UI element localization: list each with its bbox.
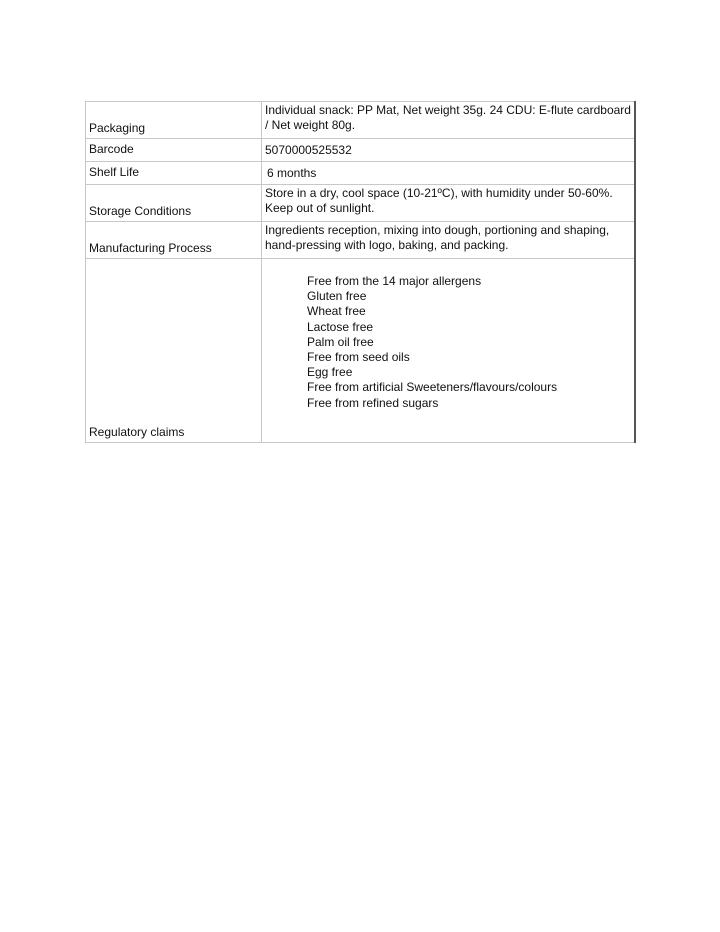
product-spec-table xyxy=(85,101,636,443)
table-row xyxy=(86,185,636,222)
manufacturing-process-label: Manufacturing Process xyxy=(86,222,262,259)
shelf-life-value xyxy=(262,162,636,185)
shelf-life-text: 6 months xyxy=(267,165,317,180)
list-item: Gluten free xyxy=(307,289,367,304)
claims-list xyxy=(265,274,631,411)
packaging-label: Packaging xyxy=(86,102,262,139)
table-row xyxy=(86,259,636,443)
table-row xyxy=(86,139,636,162)
table-row xyxy=(86,102,636,139)
packaging-value: Individual snack: PP Mat, Net weight 35g. 24 CDU: E-flute cardboard / Net weight 80g. xyxy=(262,102,636,139)
storage-value: Store in a dry, cool space (10-21ºC), with humidity under 50-60%. Keep out of sunlight. xyxy=(262,185,636,222)
barcode-label: Barcode xyxy=(86,139,262,162)
manufacturing-process-value: Ingredients reception, mixing into dough, portioning and shaping, hand-pressing with logo, baking, and packing. xyxy=(262,222,636,259)
barcode-value: 5070000525532 xyxy=(262,139,636,162)
list-item: Palm oil free xyxy=(307,334,374,349)
shelf-life-label: Shelf Life xyxy=(86,162,262,185)
list-item: Free from refined sugars xyxy=(307,395,439,410)
storage-label: Storage Conditions xyxy=(86,185,262,222)
list-item: Free from the 14 major allergens xyxy=(307,274,482,288)
list-item: Egg free xyxy=(307,365,353,380)
table-row xyxy=(86,222,636,259)
regulatory-claims-value xyxy=(262,259,636,443)
table-row xyxy=(86,162,636,185)
list-item: Free from seed oils xyxy=(307,350,410,365)
list-item: Lactose free xyxy=(307,319,374,334)
list-item: Wheat free xyxy=(307,304,366,319)
list-item: Free from artificial Sweeteners/flavours/colours xyxy=(307,380,558,395)
regulatory-claims-label: Regulatory claims xyxy=(86,259,262,443)
